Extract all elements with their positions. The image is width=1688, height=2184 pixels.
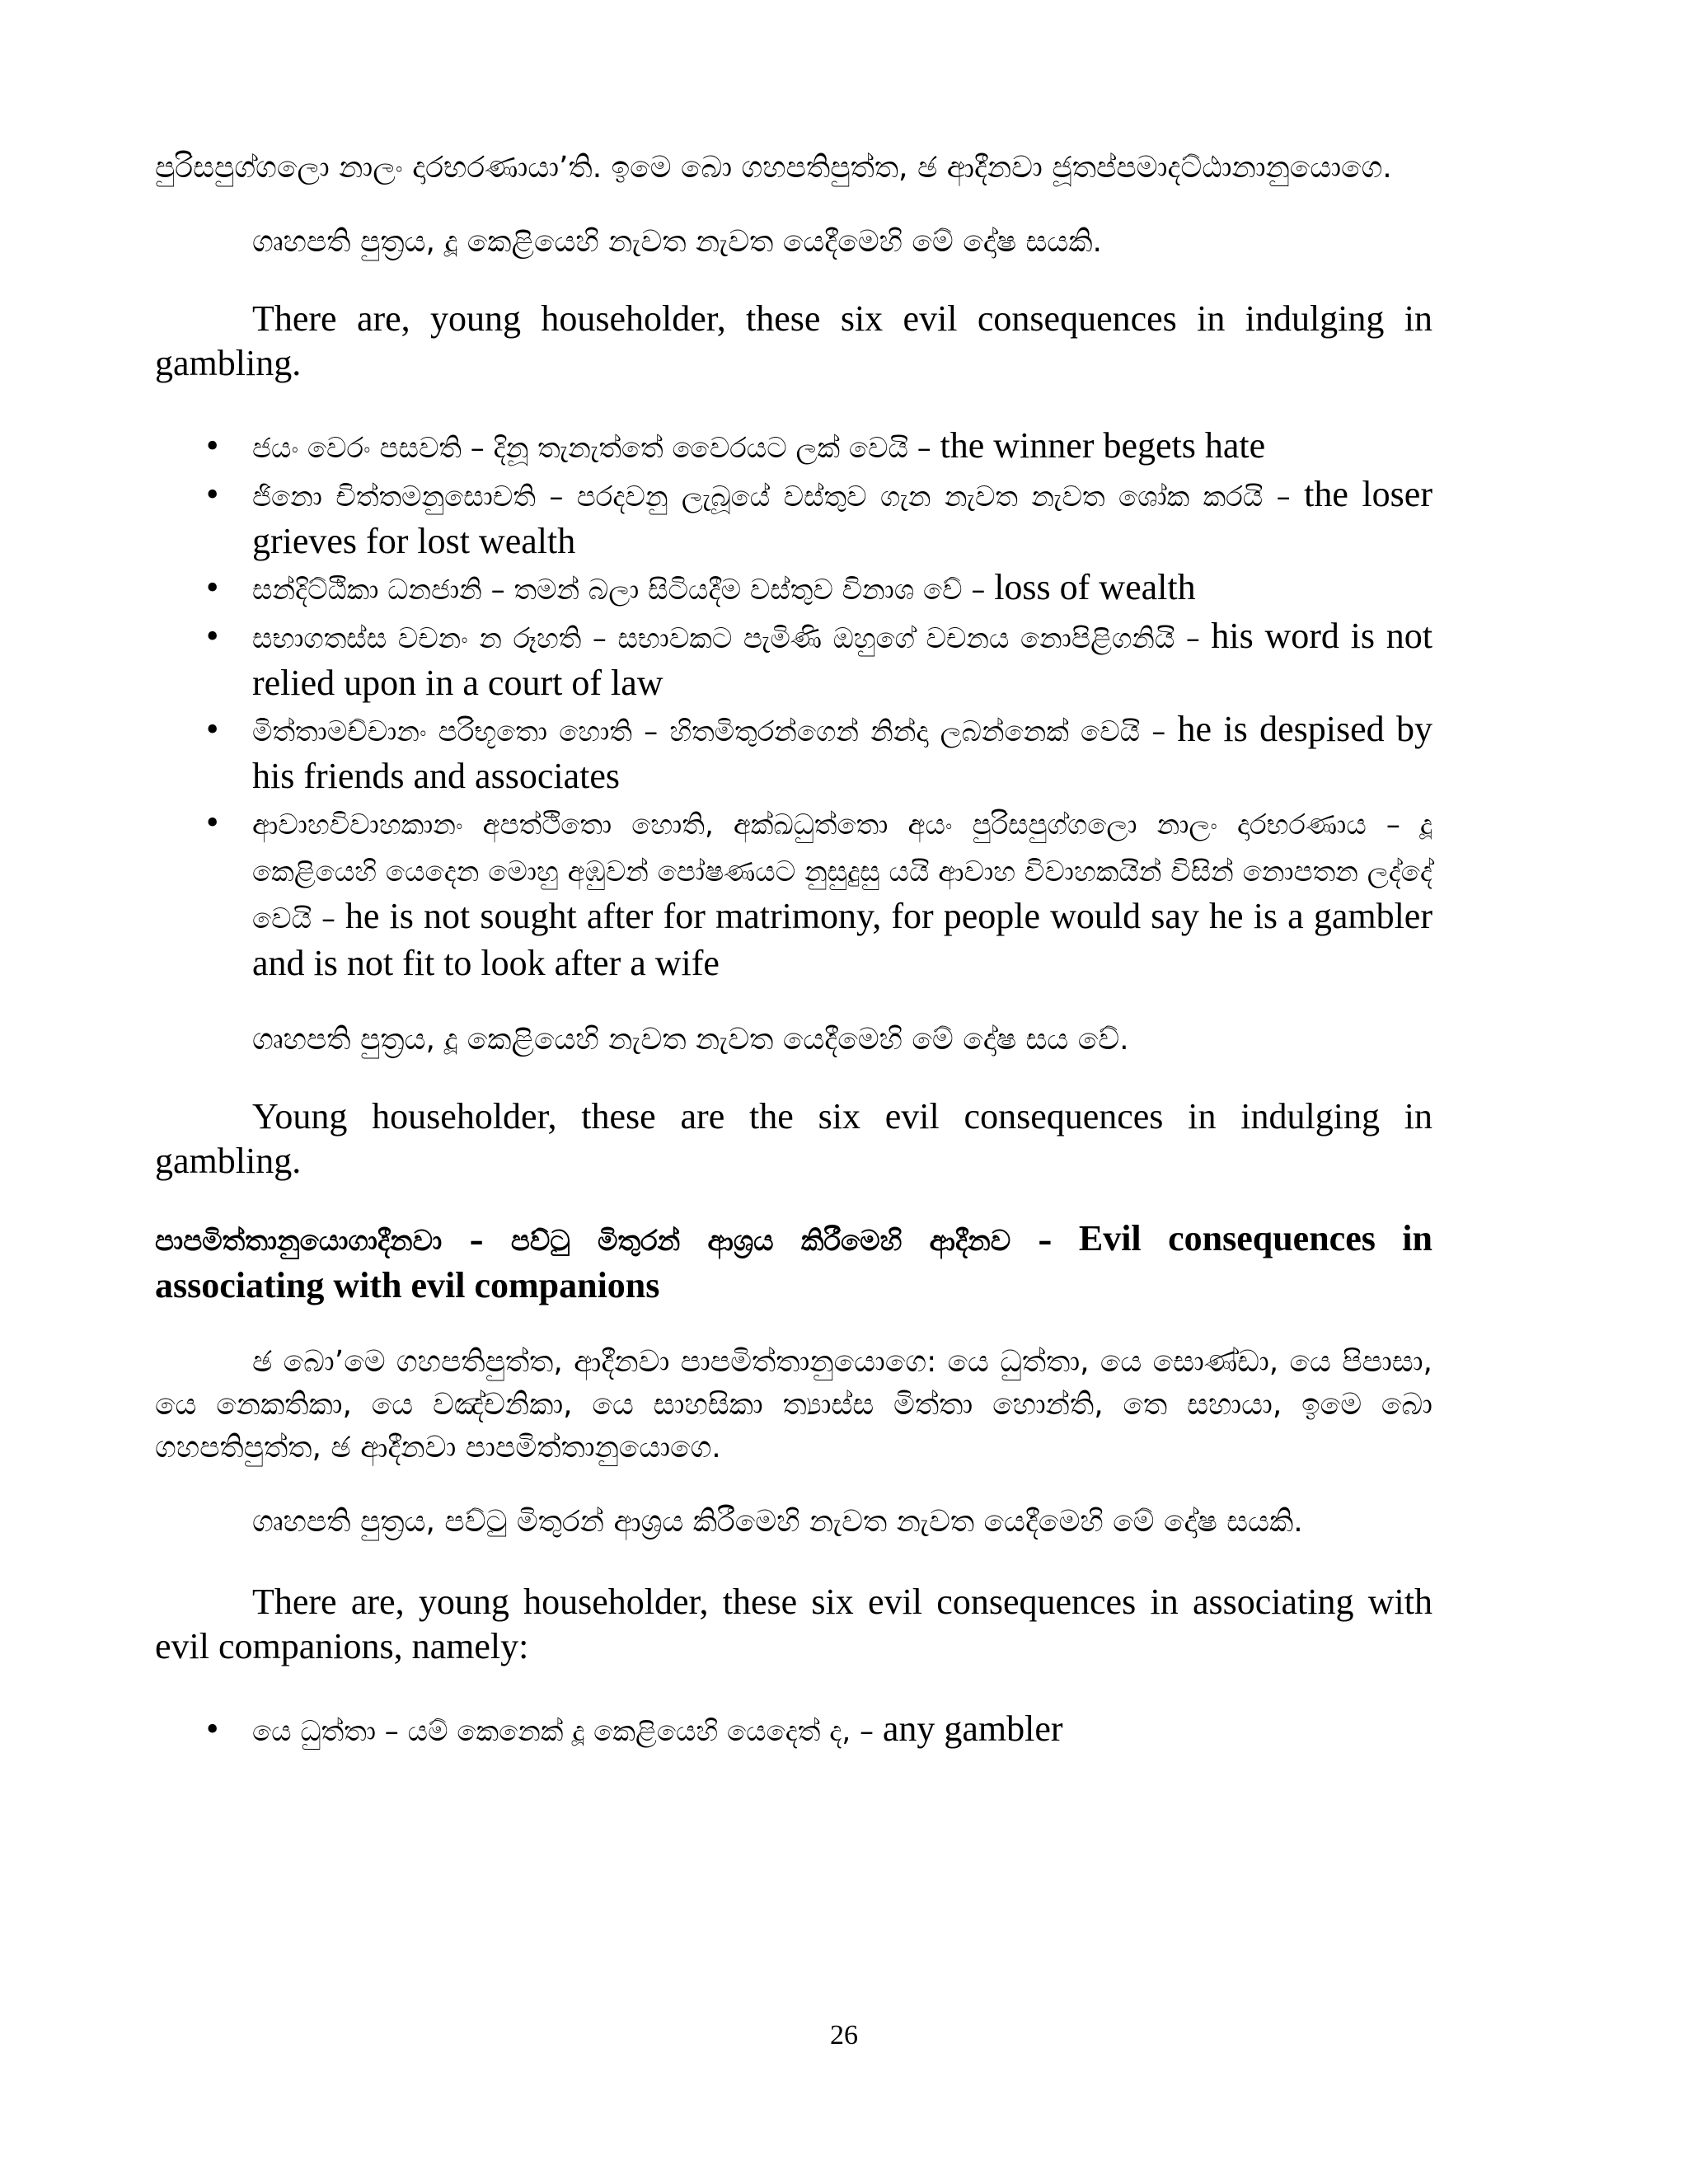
heading-english: Evil consequences in associating with evil companions (155, 1218, 1432, 1305)
item-english-text: he is not sought after for matrimony, for people would say he is a gambler and is not fit to look after a wife (252, 896, 1432, 983)
bullet-icon: • (206, 425, 219, 466)
bullet-icon: • (206, 709, 219, 749)
item-sinhala-text: සභාගතස්ස වචනං න රූහති – සභාවකට පැමිණි ඔහුගේ වචනය නොපිළිගනියි – (252, 622, 1212, 655)
english-intro-companions: There are, young householder, these six evil consequences in associating with evil companions, namely: (155, 1582, 1432, 1666)
document-page (155, 147, 1432, 1755)
list-item (155, 424, 1432, 471)
english-intro-gambling: There are, young householder, these six evil consequences in indulging in gambling. (155, 298, 1432, 383)
item-sinhala-text: ආවාහවිවාහකානං අපත්ථිතො හොති, අක්ඛධුත්තො අයං පුරිසපුග්ගලො නාලං දාරභරණාය – දූ කෙළියෙහි යෙදෙන මොහු අඹුවන් පෝෂණයට නුසුදුසු යයි ආවාහ විවාහකයින් විසින් නොපතන ලද්දේ වෙයි – (252, 808, 1432, 935)
item-sinhala-text: ජිනො චිත්තමනුසොචති – පරදවනු ලැබූයේ වස්තුව ගැන නැවත නැවත ශෝක කරයි – (252, 480, 1305, 513)
heading-sinhala: පාපමිත්තානුයොගාදීනවා – පව්ටු මිතුරන් ආශ්‍රය කිරීමෙහි ආදීනව – (155, 1225, 1053, 1258)
pali-text-paragraph: පුරිසපුග්ගලො නාලං දාරභරණායා’ති. ඉමෙ බො ගහපතිපුත්ත, ඡ ආදීනවා ජූතප්පමාදට්ඨානානුයොගෙ. (155, 151, 1392, 185)
bullet-icon: • (206, 1708, 219, 1749)
item-english-text: any gambler (882, 1708, 1063, 1749)
bullet-icon: • (206, 567, 219, 607)
item-sinhala-text: ජයං වෙරං පසවති – දිනූ තැනැත්තේ වෛරයට ලක් වෙයි – (252, 432, 940, 465)
list-item (155, 472, 1432, 564)
list-item (155, 614, 1432, 705)
item-english-text: loss of wealth (994, 567, 1196, 607)
item-english-text: the loser grieves for lost wealth (252, 474, 1432, 561)
list-item (155, 707, 1432, 799)
item-sinhala-text: සන්දිට්ඨිකා ධනජානි – තමන් බලා සිටියදීම වස්තුව විනාශ වේ – (252, 574, 995, 607)
item-english-text: he is despised by his friends and associates (252, 709, 1433, 796)
list-item (155, 1707, 1432, 1754)
section-heading (155, 1216, 1432, 1308)
sinhala-summary-gambling: ගෘහපති පුත්‍රය, දූ කෙළියෙහි නැවත නැවත යෙදීමෙහි මේ දෝෂ සයකි. (252, 225, 1102, 259)
pali-text-companions: ඡ බො’මෙ ගහපතිපුත්ත, ආදීනවා පාපමිත්තානුයොගෙ: යෙ ධුත්තා, යෙ සොණ්ඩා, යෙ පිපාසා, යෙ නෙකතිකා, යෙ වඤ්චනිකා, යෙ සාහසිකා ත්‍යාස්ස මිත්තා හොන්ති, තෙ සහායා, ඉමෙ බො ගහපතිපුත්ත, ඡ ආදීනවා පාපමිත්තානුයොගෙ. (155, 1345, 1432, 1465)
bullet-icon: • (206, 616, 219, 656)
item-sinhala-text: යෙ ධුත්තා – යම් කෙනෙක් දූ කෙළියෙහි යෙදෙත් ද, – (252, 1715, 883, 1748)
gambling-consequences-list (155, 424, 1432, 986)
bullet-icon: • (206, 802, 219, 842)
list-item (155, 800, 1432, 986)
sinhala-summary-companions: ගෘහපති පුත්‍රය, පව්ටු මිතුරන් ආශ්‍රය කිරීමෙහි නැවත නැවත යෙදීමෙහි මේ දෝෂ සයකි. (252, 1505, 1303, 1539)
item-sinhala-text: මිත්තාමච්චානං පරිභූතො හොති – හිතමිතුරන්ගෙන් නින්දා ලබන්නෙක් වෙයි – (252, 715, 1178, 748)
companion-list (155, 1707, 1432, 1754)
sinhala-conclusion-gambling: ගෘහපති පුත්‍රය, දූ කෙළියෙහි නැවත නැවත යෙදීමෙහි මේ දෝෂ සය වේ. (252, 1023, 1129, 1057)
page-number: 26 (830, 2020, 858, 2050)
english-conclusion-gambling: Young householder, these are the six evil consequences in indulging in gambling. (155, 1096, 1432, 1181)
item-english-text: the winner begets hate (940, 425, 1266, 466)
item-english-text: his word is not relied upon in a court of law (252, 616, 1432, 703)
bullet-icon: • (206, 474, 219, 514)
list-item (155, 565, 1432, 612)
